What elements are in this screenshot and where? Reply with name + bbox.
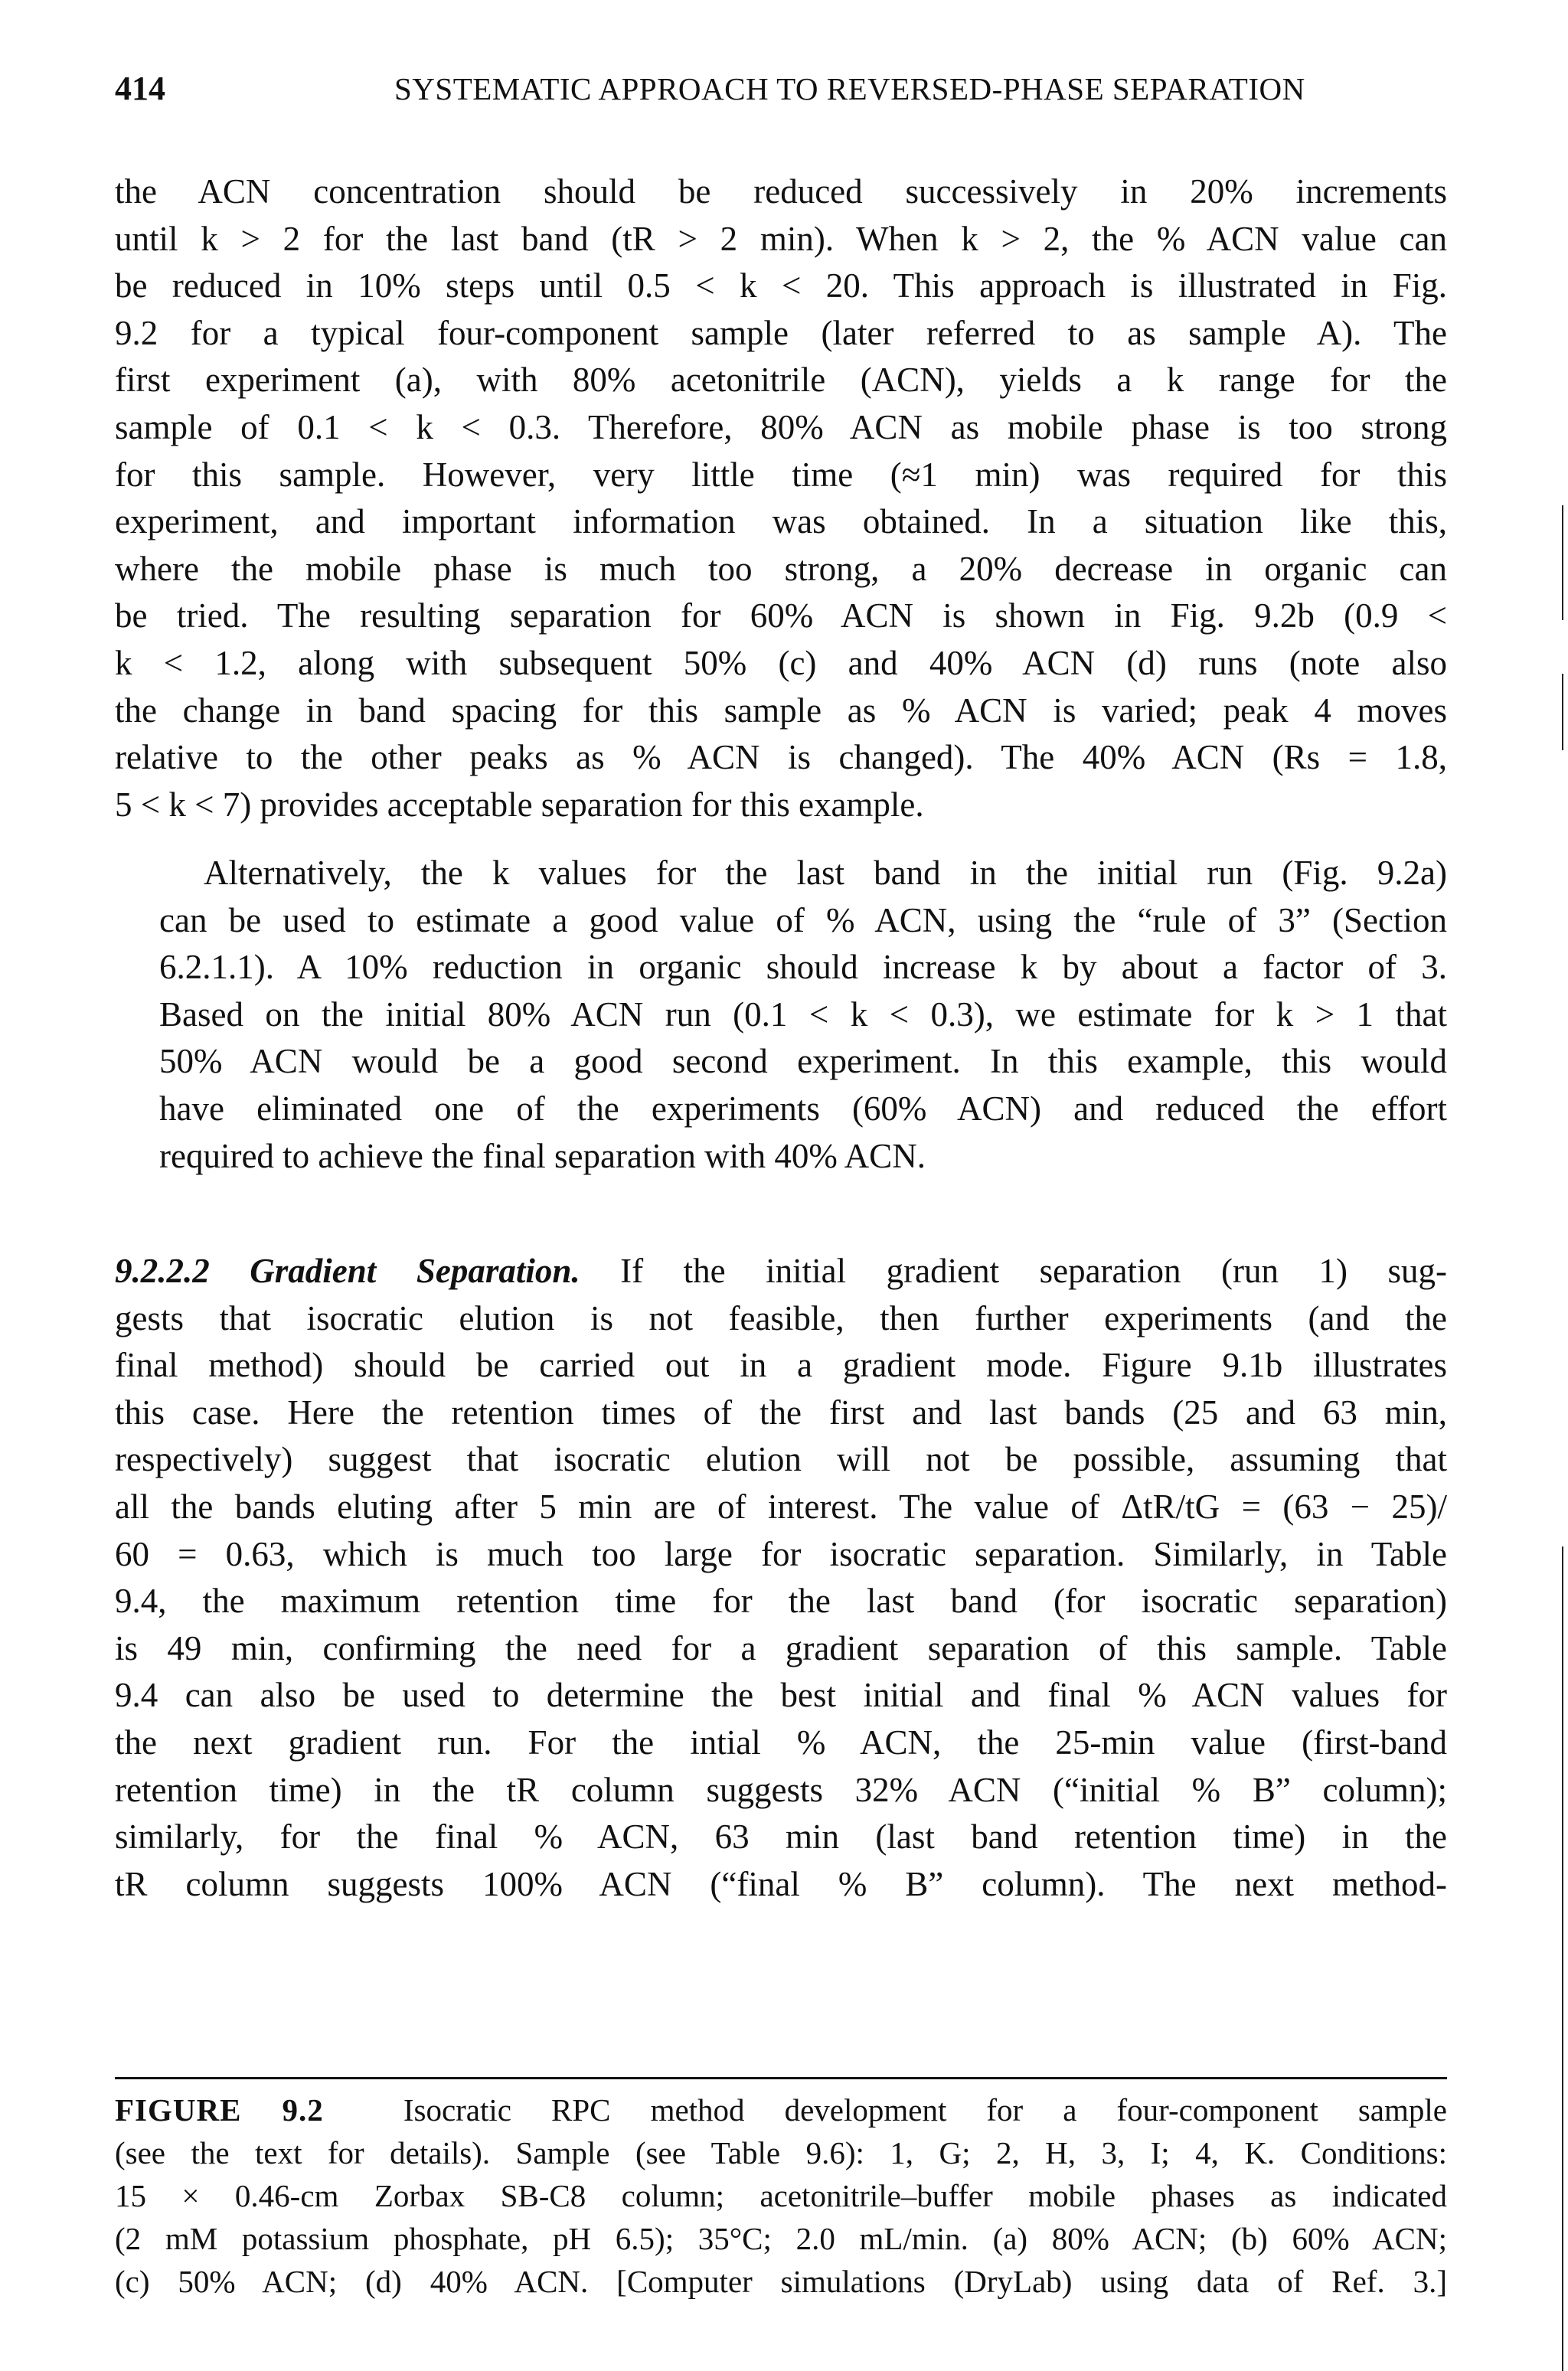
- section-first-line: If the initial gradient separation (run 1) sug-: [620, 1252, 1448, 1290]
- text-line: 50% ACN would be a good second experiment. In this example, this would: [159, 1042, 1447, 1081]
- text-line: until k > 2 for the last band (tR > 2 min). When k > 2, the % ACN value can: [115, 219, 1447, 258]
- caption-rule: [115, 2077, 1447, 2079]
- text-line: gests that isocratic elution is not feasible, then further experiments (and the: [115, 1298, 1447, 1337]
- caption-line: 15 × 0.46-cm Zorbax SB-C8 column; acetonitrile–buffer mobile phases as indicated: [115, 2178, 1447, 2213]
- text-line: this case. Here the retention times of the first and last bands (25 and 63 min,: [115, 1393, 1447, 1432]
- text-line: 9.2 for a typical four-component sample (later referred to as sample A). The: [115, 313, 1447, 352]
- caption-line: [115, 2089, 1447, 2131]
- text-line: 5 < k < 7) provides acceptable separation for this example.: [115, 785, 924, 824]
- page-number: 414: [115, 70, 165, 107]
- caption-line: (2 mM potassium phosphate, pH 6.5); 35°C; 2.0 mL/min. (a) 80% ACN; (b) 60% ACN;: [115, 2221, 1447, 2256]
- text-line: the ACN concentration should be reduced successively in 20% increments: [115, 172, 1447, 211]
- text-line: respectively) suggest that isocratic elution will not be possible, assuming that: [115, 1440, 1447, 1479]
- text-line: Based on the initial 80% ACN run (0.1 < k < 0.3), we estimate for k > 1 that: [159, 994, 1447, 1034]
- text-line: 9.4 can also be used to determine the best initial and final % ACN values for: [115, 1676, 1447, 1715]
- scan-margin-line: [1562, 674, 1563, 750]
- text-line: first experiment (a), with 80% acetonitrile (ACN), yields a k range for the: [115, 361, 1447, 400]
- caption-line: (c) 50% ACN; (d) 40% ACN. [Computer simulations (DryLab) using data of Ref. 3.]: [115, 2264, 1447, 2299]
- caption-line: (see the text for details). Sample (see Table 9.6): 1, G; 2, H, 3, I; 4, K. Conditions:: [115, 2135, 1447, 2170]
- text-line: all the bands eluting after 5 min are of interest. The value of ΔtR/tG = (63 − 25)/: [115, 1487, 1447, 1526]
- scan-margin-line: [1562, 505, 1563, 620]
- section-9-2-2-2: [115, 1248, 1447, 1908]
- text-line: final method) should be carried out in a gradient mode. Figure 9.1b illustrates: [115, 1346, 1447, 1385]
- text-line: have eliminated one of the experiments (60% ACN) and reduced the effort: [159, 1089, 1447, 1128]
- text-line: retention time) in the tR column suggests 32% ACN (“initial % B” column);: [115, 1770, 1447, 1809]
- figure-caption: [115, 2089, 1447, 2303]
- running-title: SYSTEMATIC APPROACH TO REVERSED-PHASE SEPARATION: [394, 71, 1305, 106]
- text-line: the next gradient run. For the intial % ACN, the 25-min value (first-band: [115, 1723, 1447, 1762]
- text-line: be reduced in 10% steps until 0.5 < k < 20. This approach is illustrated in Fig.: [115, 266, 1447, 305]
- text-line: required to achieve the final separation with 40% ACN.: [159, 1136, 926, 1175]
- caption-text: Isocratic RPC method development for a four-component sample: [403, 2092, 1447, 2128]
- section-heading-line: [115, 1248, 1447, 1295]
- text-line: sample of 0.1 < k < 0.3. Therefore, 80% ACN as mobile phase is too strong: [115, 407, 1447, 446]
- scan-margin-line: [1562, 1546, 1563, 2371]
- text-line: is 49 min, confirming the need for a gradient separation of this sample. Table: [115, 1628, 1447, 1667]
- text-line: relative to the other peaks as % ACN is changed). The 40% ACN (Rs = 1.8,: [115, 738, 1447, 777]
- section-number: 9.2.2.2: [115, 1252, 210, 1290]
- text-line: tR column suggests 100% ACN (“final % B” column). The next method-: [115, 1864, 1447, 1903]
- text-line: 9.4, the maximum retention time for the last band (for isocratic separation): [115, 1582, 1447, 1621]
- section-title: Gradient Separation.: [250, 1252, 580, 1290]
- figure-label: FIGURE 9.2: [115, 2092, 324, 2128]
- text-line: k < 1.2, along with subsequent 50% (c) and 40% ACN (d) runs (note also: [115, 643, 1447, 682]
- text-line: the change in band spacing for this sample as % ACN is varied; peak 4 moves: [115, 691, 1447, 730]
- paragraph-1: [115, 168, 1447, 828]
- text-line: experiment, and important information was obtained. In a situation like this,: [115, 502, 1447, 541]
- text-line: where the mobile phase is much too strong, a 20% decrease in organic can: [115, 549, 1447, 588]
- text-line: for this sample. However, very little time (≈1 min) was required for this: [115, 455, 1447, 494]
- text-line: 6.2.1.1). A 10% reduction in organic should increase k by about a factor of 3.: [159, 948, 1447, 987]
- text-line: be tried. The resulting separation for 60% ACN is shown in Fig. 9.2b (0.9 <: [115, 596, 1447, 635]
- paragraph-2: [115, 850, 1447, 1180]
- text-line: Alternatively, the k values for the last band in the initial run (Fig. 9.2a): [204, 854, 1447, 892]
- text-line: 60 = 0.63, which is much too large for isocratic separation. Similarly, in Table: [115, 1534, 1447, 1573]
- text-line: can be used to estimate a good value of % ACN, using the “rule of 3” (Section: [159, 900, 1447, 939]
- text-line: similarly, for the final % ACN, 63 min (last band retention time) in the: [115, 1817, 1447, 1857]
